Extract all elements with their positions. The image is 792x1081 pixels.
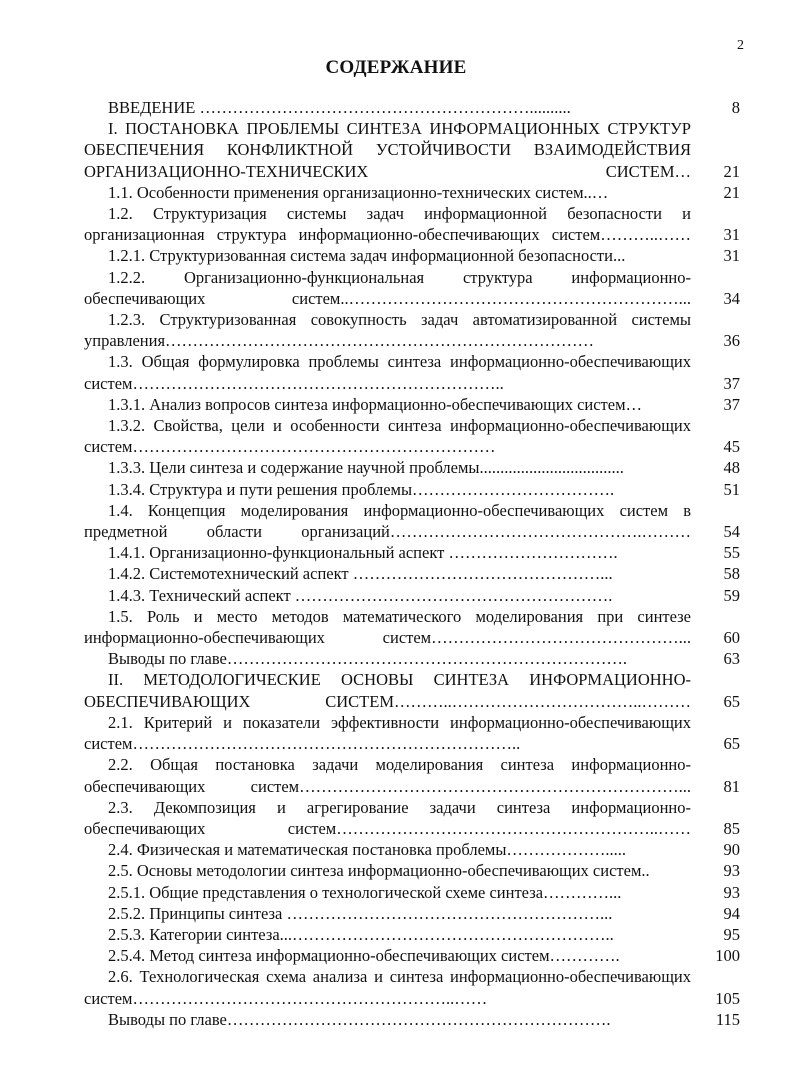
toc-entry-2-2[interactable] (84, 754, 740, 796)
toc-entry-text: 1.4.1. Организационно-функциональный аспект …………………………. (108, 543, 618, 563)
toc-entry-text: 1.4.3. Технический аспект …………………………………………………. (108, 585, 613, 605)
page-title: СОДЕРЖАНИЕ (325, 57, 467, 78)
toc-entry-page: 31 (723, 246, 740, 266)
toc-entry-text: I. ПОСТАНОВКА ПРОБЛЕМЫ СИНТЕЗА ИНФОРМАЦИОННЫХ СТРУКТУР ОБЕСПЕЧЕНИЯ КОНФЛИКТНОЙ УСТОЙЧИВОСТИ ВЗАИМОДЕЙСТВИЯ ОРГАНИЗАЦИОННО-ТЕХНИЧЕСКИХ СИСТЕМ… (84, 119, 691, 181)
toc-entry-text: 1.3.4. Структура и пути решения проблемы………………………………. (108, 479, 615, 499)
toc-entry-text: Выводы по главе………………………………………………………………. (108, 649, 627, 669)
toc-entry-text: 2.2. Общая постановка задачи моделирования синтеза информационно-обеспечивающих систем……………………………………………………………... (84, 755, 691, 796)
toc-entry-chapter-1[interactable] (84, 118, 740, 182)
toc-entry-1-3-1[interactable] (84, 394, 740, 415)
toc-entry-2-5[interactable] (84, 860, 740, 881)
toc-entry-text: II. МЕТОДОЛОГИЧЕСКИЕ ОСНОВЫ СИНТЕЗА ИНФОРМАЦИОННО-ОБЕСПЕЧИВАЮЩИХ СИСТЕМ………..……………………………..……… (84, 670, 691, 711)
toc-entry-2-1[interactable] (84, 712, 740, 754)
toc-entry-page: 85 (723, 818, 740, 838)
toc-entry-1-4-3[interactable] (84, 585, 740, 606)
toc-entry-page: 100 (715, 946, 740, 966)
toc-entry-page: 48 (723, 458, 740, 478)
toc-entry-2-5-1[interactable] (84, 882, 740, 903)
toc-entry-text: 2.3. Декомпозиция и агрегирование задачи синтеза информационно-обеспечивающих систем…………………………………………………..…… (84, 797, 691, 838)
toc-entry-text: 1.3. Общая формулировка проблемы синтеза информационно-обеспечивающих систем………………………………………………………….. (84, 352, 691, 393)
toc-entry-1-3-4[interactable] (84, 479, 740, 500)
toc-entry-text: 2.4. Физическая и математическая постановка проблемы………………..... (108, 840, 627, 860)
toc-entry-1-5[interactable] (84, 606, 740, 648)
toc-entry-page: 63 (723, 649, 740, 669)
toc-entry-2-5-2[interactable] (84, 903, 740, 924)
toc-entry-text: 1.3.1. Анализ вопросов синтеза информационно-обеспечивающих систем… (108, 394, 643, 414)
toc-entry-text: 1.1. Особенности применения организационно-технических систем..… (108, 182, 609, 202)
toc-entry-page: 90 (723, 840, 740, 860)
toc-entry-text: 2.5. Основы методологии синтеза информационно-обеспечивающих систем.. (108, 861, 650, 881)
toc-entry-page: 37 (723, 373, 740, 393)
toc-entry-page: 34 (723, 288, 740, 308)
toc-entry-text: 1.3.3. Цели синтеза и содержание научной проблемы................................... (108, 458, 624, 478)
toc-entry-conclusions-1[interactable] (84, 648, 740, 669)
toc-entry-1-3-3[interactable] (84, 457, 740, 478)
toc-entry-text: Выводы по главе……………………………………………………………. (108, 1009, 611, 1029)
toc-entry-1-3-2[interactable] (84, 415, 740, 457)
toc-entry-page: 93 (723, 861, 740, 881)
toc-entry-text: ВВЕДЕНИЕ …………………………………………………….......... (108, 98, 571, 117)
toc-entry-page: 21 (723, 182, 740, 202)
toc-entry-page: 81 (723, 776, 740, 796)
toc-entry-page: 45 (723, 437, 740, 457)
toc-entry-page: 8 (731, 98, 740, 117)
toc-entry-page: 115 (715, 1009, 740, 1029)
toc-entry-1-1[interactable] (84, 182, 740, 203)
toc-entry-text: 1.4. Концепция моделирования информационно-обеспечивающих систем в предметной области организаций……………………………………….……… (84, 500, 691, 542)
toc-entry-text: 2.5.3. Категории синтеза...………………………………………………….. (108, 924, 614, 944)
toc-entry-page: 105 (715, 988, 740, 1008)
toc-entry-text: 1.2.1. Структуризованная система задач информационной безопасности... (108, 246, 626, 266)
toc-entry-page: 51 (723, 479, 740, 499)
toc-entry-page: 31 (723, 225, 740, 245)
toc-entry-page: 54 (723, 522, 740, 542)
toc-entry-text: 2.5.4. Метод синтеза информационно-обеспечивающих систем…………. (108, 946, 620, 966)
toc-entry-text: 2.6. Технологическая схема анализа и синтеза информационно-обеспечивающих систем…………………………………………………..…… (84, 967, 691, 1008)
toc-entry-page: 65 (723, 734, 740, 754)
toc-entry-page: 37 (723, 394, 740, 414)
toc-entry-page: 55 (723, 543, 740, 563)
toc-entry-page: 58 (723, 564, 740, 584)
toc-entry-1-2-2[interactable] (84, 267, 740, 309)
toc-entry-page: 94 (723, 903, 740, 923)
page-number: 2 (737, 38, 744, 53)
toc-entry-text: 1.4.2. Системотехнический аспект ………………………………………... (108, 564, 613, 584)
toc-entry-text: 1.5. Роль и место методов математического моделирования при синтезе информационно-обеспечивающих систем………………………………………... (84, 606, 691, 648)
toc-entry-2-3[interactable] (84, 797, 740, 839)
toc-entry-text: 1.2.3. Структуризованная совокупность задач автоматизированной системы управления…………………………………………………………………… (84, 310, 691, 351)
toc-entry-introduction[interactable] (84, 97, 740, 118)
toc-entry-2-5-4[interactable] (84, 945, 740, 966)
toc-entry-page: 93 (723, 882, 740, 902)
toc-entry-1-2-3[interactable] (84, 309, 740, 351)
toc-entry-1-3[interactable] (84, 351, 740, 393)
toc-entry-1-4-1[interactable] (84, 542, 740, 563)
toc-entry-2-5-3[interactable] (84, 924, 740, 945)
toc-entry-page: 95 (723, 924, 740, 944)
toc-entry-page: 65 (723, 691, 740, 711)
toc-entry-text: 2.1. Критерий и показатели эффективности информационно-обеспечивающих систем…………………………………………………………….. (84, 712, 691, 754)
toc-entry-1-2[interactable] (84, 203, 740, 245)
toc-entry-page: 21 (723, 161, 740, 181)
toc-entry-text: 1.2. Структуризация системы задач информационной безопасности и организационная структура информационно-обеспечивающих систем………..…… (84, 204, 691, 245)
table-of-contents (84, 97, 740, 1030)
toc-entry-chapter-2[interactable] (84, 669, 740, 711)
toc-entry-page: 60 (723, 628, 740, 648)
toc-entry-text: 1.2.2. Организационно-функциональная структура информационно-обеспечивающих систем..……………………………………………………... (84, 267, 691, 308)
toc-entry-page: 36 (723, 331, 740, 351)
toc-entry-text: 2.5.2. Принципы синтеза …………………………………………………... (108, 903, 613, 923)
toc-entry-2-6[interactable] (84, 966, 740, 1008)
toc-entry-text: 2.5.1. Общие представления о технологической схеме синтеза…………... (108, 882, 622, 902)
toc-entry-1-4[interactable] (84, 500, 740, 542)
toc-entry-text: 1.3.2. Свойства, цели и особенности синтеза информационно-обеспечивающих систем………………………………………………………… (84, 416, 691, 457)
toc-entry-conclusions-2[interactable] (84, 1009, 740, 1030)
toc-entry-page: 59 (723, 585, 740, 605)
toc-entry-2-4[interactable] (84, 839, 740, 860)
toc-entry-1-4-2[interactable] (84, 563, 740, 584)
toc-entry-1-2-1[interactable] (84, 245, 740, 266)
